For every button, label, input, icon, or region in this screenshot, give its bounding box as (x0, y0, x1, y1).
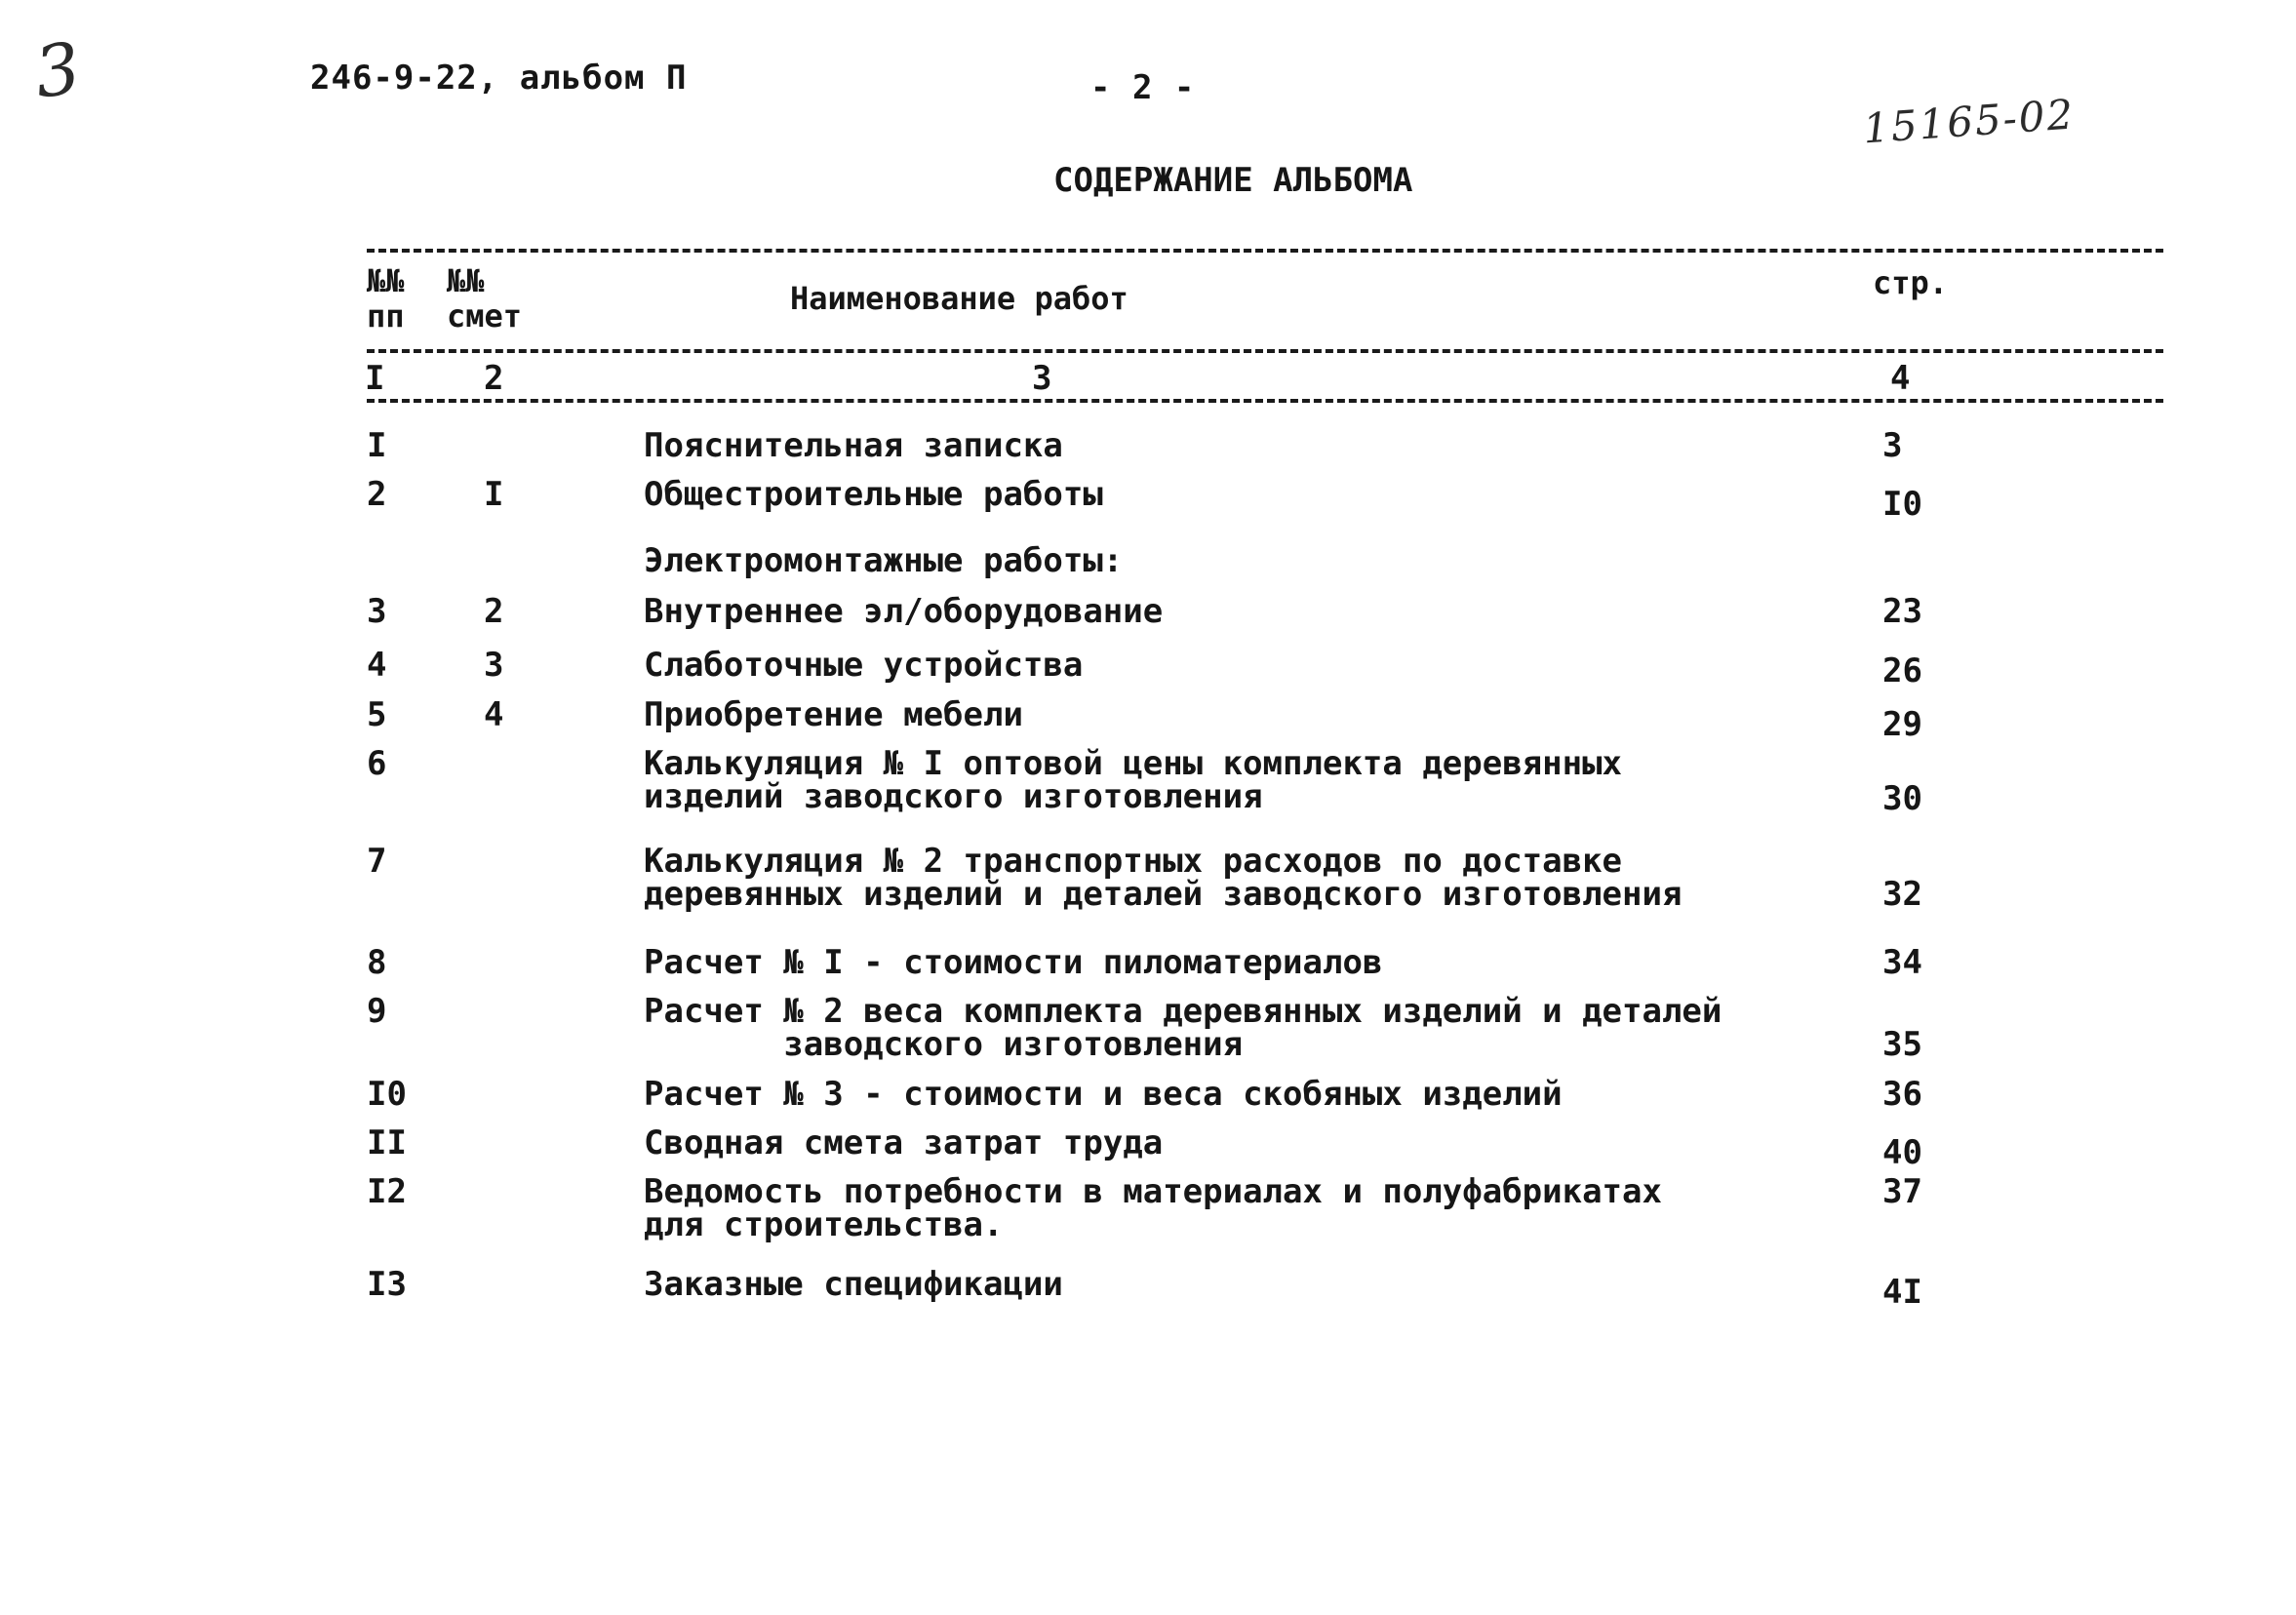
row-page-number: 32 (1882, 875, 1922, 914)
row-number: I2 (367, 1172, 407, 1211)
row-number: 6 (367, 744, 387, 783)
column-header-pp-top: №№ (367, 262, 405, 299)
column-number: 2 (484, 359, 504, 398)
row-page-number: 40 (1882, 1133, 1922, 1172)
row-work-name: Калькуляция № 2 транспортных расходов по доставке деревянных изделий и деталей заводского изготовления (644, 842, 1682, 914)
document-code: 246-9-22, альбом П (310, 59, 688, 98)
row-estimate-number: 3 (484, 646, 504, 685)
row-number: II (367, 1123, 407, 1162)
row-number: I3 (367, 1265, 407, 1304)
row-estimate-number: 4 (484, 695, 504, 734)
row-page-number: 37 (1882, 1172, 1922, 1211)
column-number: 4 (1890, 359, 1911, 398)
row-number: 7 (367, 842, 387, 881)
page-number: - 2 - (1090, 68, 1196, 107)
row-page-number: 30 (1882, 779, 1922, 818)
row-number: I0 (367, 1075, 407, 1114)
row-page-number: 4I (1882, 1273, 1922, 1312)
row-number: 5 (367, 695, 387, 734)
column-number: I (365, 359, 385, 398)
row-number: 8 (367, 943, 387, 982)
page-title: СОДЕРЖАНИЕ АЛЬБОМА (1053, 161, 1413, 200)
handwritten-archive-number: 15165-02 (1861, 90, 2077, 153)
row-page-number: I0 (1882, 485, 1922, 524)
row-page-number: 29 (1882, 705, 1922, 744)
row-work-name: Заказные спецификации (644, 1265, 1063, 1304)
row-page-number: 23 (1882, 592, 1922, 631)
row-work-name: Общестроительные работы (644, 475, 1103, 514)
column-header-page: стр. (1873, 264, 1949, 301)
row-page-number: 26 (1882, 651, 1922, 690)
row-page-number: 34 (1882, 943, 1922, 982)
column-header-name: Наименование работ (790, 280, 1128, 317)
row-work-name: Расчет № 2 веса комплекта деревянных изделий и деталей заводского изготовления (644, 992, 1722, 1064)
row-work-name: Ведомость потребности в материалах и полуфабрикатах для строительства. (644, 1172, 1662, 1244)
row-number: 3 (367, 592, 387, 631)
column-header-smet-top: №№ (447, 262, 485, 299)
row-work-name: Расчет № I - стоимости пиломатериалов (644, 943, 1383, 982)
row-number: I (367, 426, 387, 465)
column-header-pp-bottom: пп (367, 297, 405, 335)
row-work-name: Слаботочные устройства (644, 646, 1084, 685)
row-page-number: 3 (1882, 426, 1903, 465)
row-number: 2 (367, 475, 387, 514)
column-number: 3 (1032, 359, 1052, 398)
handwritten-mark-left: 3 (29, 26, 86, 114)
row-work-name: Калькуляция № I оптовой цены комплекта деревянных изделий заводского изготовления (644, 744, 1623, 816)
row-page-number: 36 (1882, 1075, 1922, 1114)
column-header-smet-bottom: смет (447, 297, 523, 335)
row-work-name: Электромонтажные работы: (644, 541, 1124, 580)
row-estimate-number: 2 (484, 592, 504, 631)
row-estimate-number: I (484, 475, 504, 514)
row-work-name: Расчет № 3 - стоимости и веса скобяных изделий (644, 1075, 1563, 1114)
row-number: 4 (367, 646, 387, 685)
row-page-number: 35 (1882, 1025, 1922, 1064)
row-work-name: Приобретение мебели (644, 695, 1023, 734)
row-work-name: Сводная смета затрат труда (644, 1123, 1164, 1162)
row-work-name: Пояснительная записка (644, 426, 1063, 465)
row-work-name: Внутреннее эл/оборудование (644, 592, 1164, 631)
row-number: 9 (367, 992, 387, 1031)
